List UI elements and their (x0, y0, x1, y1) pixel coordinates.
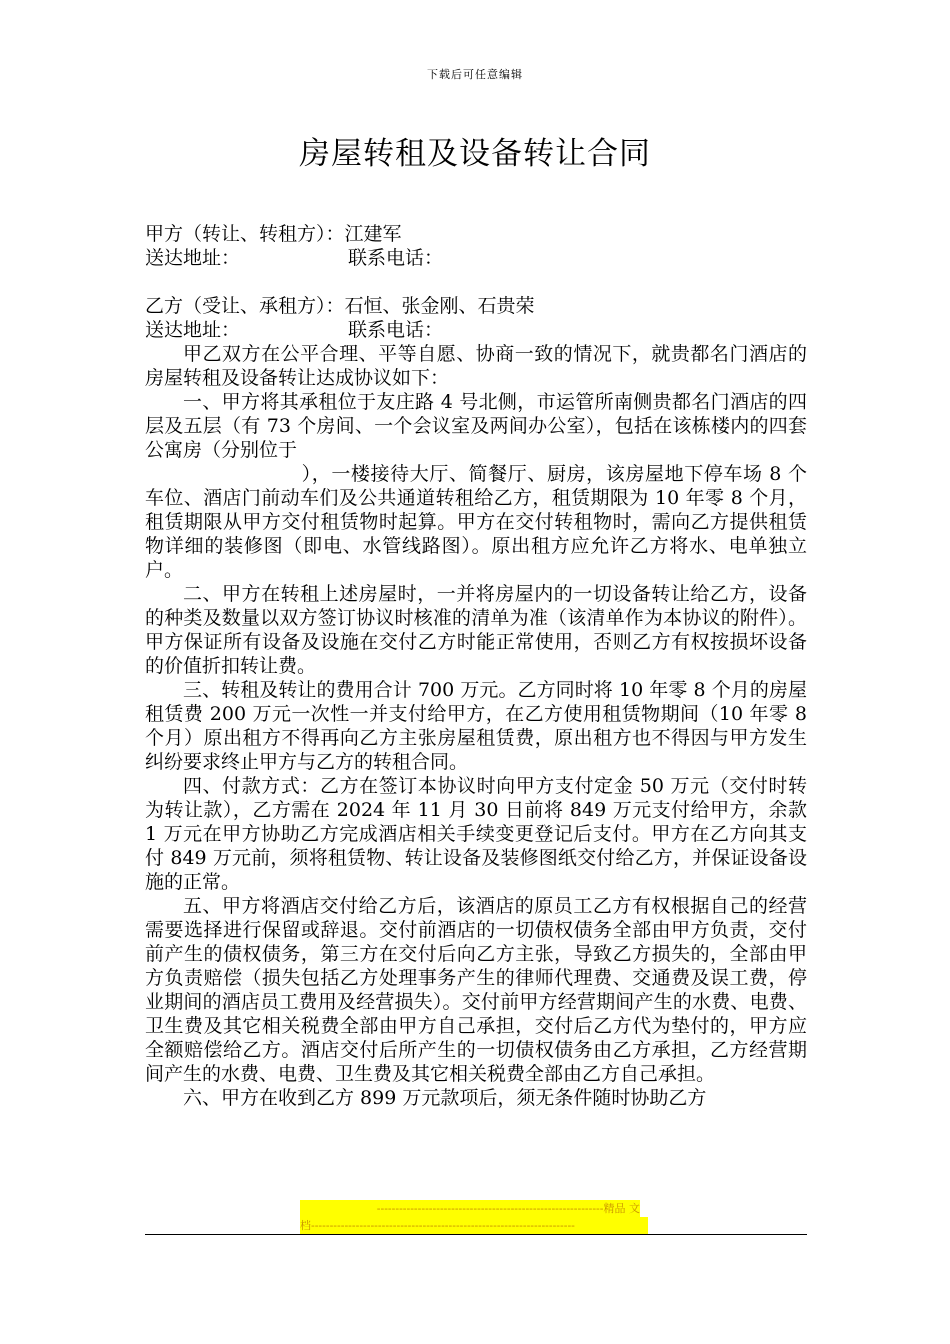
party-a-phone-label: 联系电话： (348, 247, 444, 269)
contract-body (145, 222, 807, 1110)
spacer (145, 270, 807, 294)
document-title: 房屋转租及设备转让合同 (299, 136, 651, 172)
party-a-line: 甲方（转让、转租方）：江建军 (145, 223, 402, 245)
clause-6: 六、甲方在收到乙方 899 万元款项后，须无条件随时协助乙方 (183, 1087, 707, 1109)
party-a-contact-line (145, 246, 807, 270)
party-b-address-label: 送达地址： (145, 319, 241, 341)
footer-watermark (300, 1200, 648, 1234)
clause-1-head: 一、甲方将其承租位于友庄路 4 号北侧，市运管所南侧贵都名门酒店的四层及五层（有 73 个房间、一个会议室及两间办公室），包括在该栋楼内的四套公寓房（分别位于 (145, 391, 807, 461)
footer-line-1: -------------------------------------------------------------精品 文 (300, 1200, 640, 1217)
intro-paragraph: 甲乙双方在公平合理、平等自愿、协商一致的情况下，就贵都名门酒店的房屋转租及设备转让达成协议如下： (145, 343, 807, 389)
clause-4: 四、付款方式：乙方在签订本协议时向甲方支付定金 50 万元（交付时转为转让款），乙方需在 2024 年 11 月 30 日前将 849 万元支付给甲方，余款 1 万元在甲方协助乙方完成酒店相关手续变更登记后支付。甲方在乙方向其支付 849 万元前，须将租赁物、转让设备及装修图纸交付给乙方，并保证设备设施的正常。 (145, 775, 807, 893)
header-note: 下载后可任意编辑 (427, 68, 523, 81)
footer-divider (145, 1234, 807, 1235)
clause-2: 二、甲方在转租上述房屋时，一并将房屋内的一切设备转让给乙方，设备的种类及数量以双方签订协议时核准的清单为准（该清单作为本协议的附件）。甲方保证所有设备及设施在交付乙方时能正常使用，否则乙方有权按损坏设备的价值折扣转让费。 (145, 583, 807, 677)
clause-1-tail-text: ），一楼接待大厅、简餐厅、厨房，该房屋地下停车场 8 个车位、酒店门前动车们及公共通道转租给乙方，租赁期限为 10 年零 8 个月，租赁期限从甲方交付租赁物时起算。甲方在交付转租物时，需向乙方提供租赁物详细的装修图（即电、水管线路图）。原出租方应允许乙方将水、电单独立户。 (145, 463, 807, 581)
clause-3: 三、转租及转让的费用合计 700 万元。乙方同时将 10 年零 8 个月的房屋租赁费 200 万元一次性一并支付给甲方，在乙方使用租赁物期间（10 年零 8 个月）原出租方不得再向乙方主张房屋租赁费，原出租方也不得因与甲方发生纠纷要求终止甲方与乙方的转租合同。 (145, 679, 807, 773)
party-a-address-label: 送达地址： (145, 247, 241, 269)
clause-5: 五、甲方将酒店交付给乙方后，该酒店的原员工乙方有权根据自己的经营需要选择进行保留或辞退。交付前酒店的一切债权债务全部由甲方负责，交付前产生的债权债务，第三方在交付后向乙方主张，导致乙方损失的，全部由甲方负责赔偿（损失包括乙方处理事务产生的律师代理费、交通费及误工费，停业期间的酒店员工费用及经营损失）。交付前甲方经营期间产生的水费、电费、卫生费及其它相关税费全部由甲方自己承担，交付后乙方代为垫付的，甲方应全额赔偿给乙方。酒店交付后所产生的一切债权债务由乙方承担，乙方经营期间产生的水费、电费、卫生费及其它相关税费全部由乙方自己承担。 (145, 895, 807, 1085)
footer-line-2: 档----------------------------------------------------------------------- (300, 1217, 648, 1234)
party-b-contact-line (145, 318, 807, 342)
party-b-phone-label: 联系电话： (348, 319, 444, 341)
party-b-line: 乙方（受让、承租方）：石恒、张金刚、石贵荣 (145, 295, 535, 317)
clause-1-tail (145, 462, 807, 582)
